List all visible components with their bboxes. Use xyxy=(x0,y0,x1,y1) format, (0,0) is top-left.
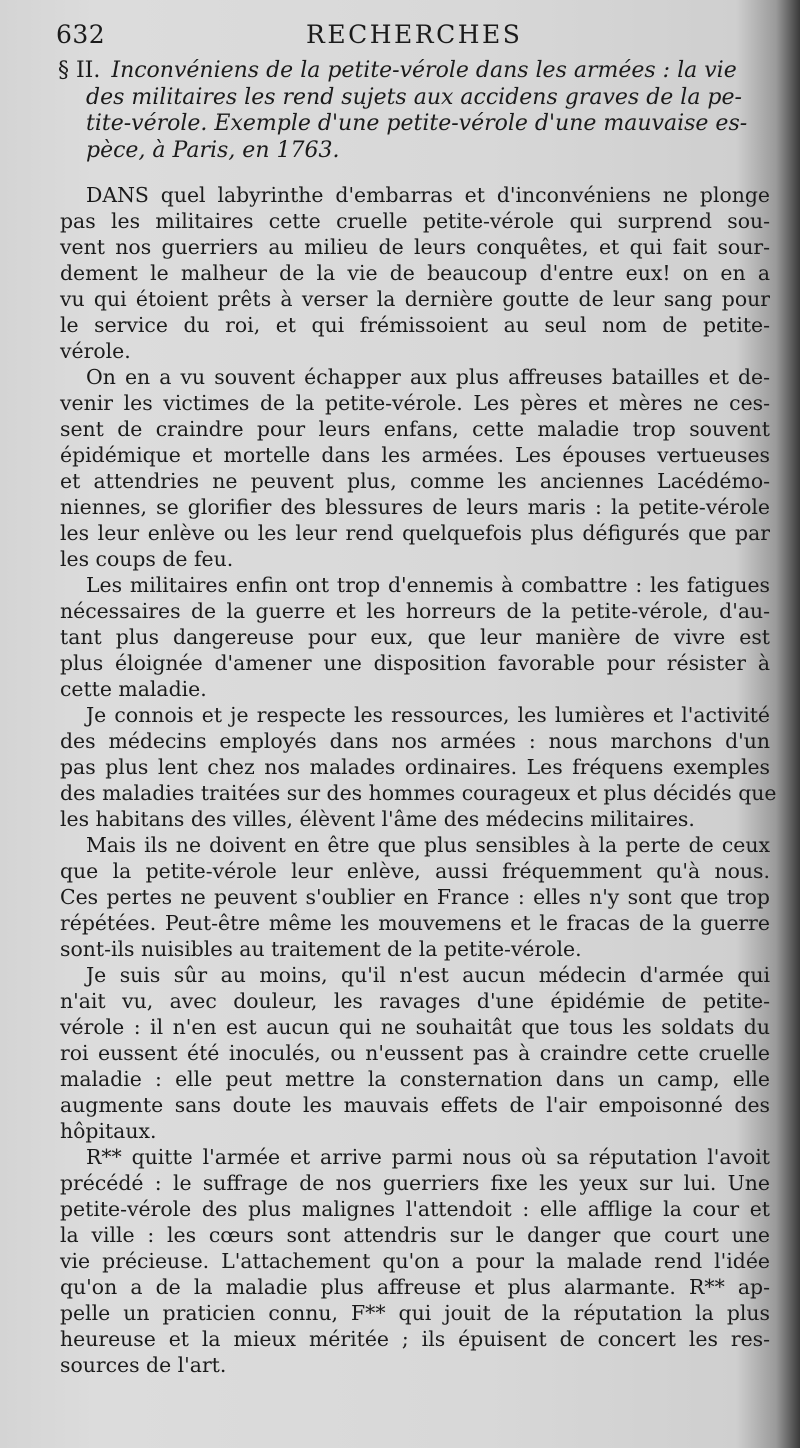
text-line: sent de craindre pour leurs enfans, cette maladie trop souvent xyxy=(60,417,770,441)
running-title: RECHERCHES xyxy=(306,20,523,49)
page-number: 632 xyxy=(56,20,106,49)
text-line: plus éloignée d'amener une disposition favorable pour résister à xyxy=(60,651,770,675)
paragraph xyxy=(60,832,770,962)
text-line: hôpitaux. xyxy=(60,1119,157,1143)
text-line: R** quitte l'armée et arrive parmi nous où sa réputation l'avoit xyxy=(86,1145,770,1169)
text-line: maladie : elle peut mettre la consternation dans un camp, elle xyxy=(60,1067,770,1091)
text-line: Je connois et je respecte les ressources, les lumières et l'activité xyxy=(86,703,770,727)
text-line: pas les militaires cette cruelle petite-vérole qui surprend sou- xyxy=(60,209,770,233)
paragraph xyxy=(60,364,770,572)
text-line: épidémique et mortelle dans les armées. Les épouses vertueuses xyxy=(60,443,770,467)
text-line: On en a vu souvent échapper aux plus affreuses batailles et de- xyxy=(86,365,770,389)
text-line: Mais ils ne doivent en être que plus sensibles à la perte de ceux xyxy=(86,833,770,857)
text-line: roi eussent été inoculés, ou n'eussent pas à craindre cette cruelle xyxy=(60,1041,770,1065)
section-mark: § II. xyxy=(58,58,101,83)
section-heading-line: pèce, à Paris, en 1763. xyxy=(86,137,340,163)
text-line: nécessaires de la guerre et les horreurs de la petite-vérole, d'au- xyxy=(60,599,770,623)
text-line: petite-vérole des plus malignes l'attendoit : elle afflige la cour et xyxy=(60,1197,770,1221)
section-heading-line: § II. Inconvéniens de la petite-vérole dans les armées : la vie xyxy=(58,58,737,83)
text-line: cette maladie. xyxy=(60,677,207,701)
body-text xyxy=(60,182,777,1378)
text-line: répétées. Peut-être même les mouvemens et le fracas de la guerre xyxy=(60,911,770,935)
text-line: Les militaires enfin ont trop d'ennemis à combattre : les fatigues xyxy=(86,573,770,597)
paragraph xyxy=(60,962,770,1144)
section-heading-line: des militaires les rend sujets aux accidens graves de la pe- xyxy=(86,84,742,110)
text-line: dement le malheur de la vie de beaucoup d'entre eux! on en a xyxy=(60,261,770,285)
paragraph xyxy=(60,572,770,702)
text-line: le service du roi, et qui frémissoient au seul nom de petite- xyxy=(60,313,770,337)
text-line: Ces pertes ne peuvent s'oublier en France : elles n'y sont que trop xyxy=(60,885,770,909)
text-line: qu'on a de la maladie plus affreuse et plus alarmante. R** ap- xyxy=(60,1275,770,1299)
running-head xyxy=(56,18,756,52)
text-line: pelle un praticien connu, F** qui jouit de la réputation la plus xyxy=(60,1301,770,1325)
text-line: venir les victimes de la petite-vérole. Les pères et mères ne ces- xyxy=(60,391,770,415)
text-line: niennes, se glorifier des blessures de leurs maris : la petite-vérole xyxy=(60,495,770,519)
text-line: sont-ils nuisibles au traitement de la petite-vérole. xyxy=(60,937,582,961)
paragraph xyxy=(60,702,777,832)
paragraph xyxy=(60,1144,770,1378)
text-line: vérole. xyxy=(60,339,131,363)
text-line: Je suis sûr au moins, qu'il n'est aucun médecin d'armée qui xyxy=(86,963,770,987)
text-line: vent nos guerriers au milieu de leurs conquêtes, et qui fait sour- xyxy=(60,235,770,259)
text-line: n'ait vu, avec douleur, les ravages d'une épidémie de petite- xyxy=(60,989,770,1013)
text-line: que la petite-vérole leur enlève, aussi fréquemment qu'à nous. xyxy=(60,859,770,883)
section-heading xyxy=(58,58,770,164)
text-line: augmente sans doute les mauvais effets de l'air empoisonné des xyxy=(60,1093,770,1117)
text-line: vérole : il n'en est aucun qui ne souhaitât que tous les soldats du xyxy=(60,1015,770,1039)
text-line: vu qui étoient prêts à verser la dernière goutte de leur sang pour xyxy=(60,287,770,311)
text-line: vie précieuse. L'attachement qu'on a pour la malade rend l'idée xyxy=(60,1249,770,1273)
text-line: et attendries ne peuvent plus, comme les anciennes Lacédémo- xyxy=(60,469,770,493)
text-line: les coups de feu. xyxy=(60,547,234,571)
text-line: les habitans des villes, élèvent l'âme des médecins militaires. xyxy=(60,807,695,831)
text-line: DANS quel labyrinthe d'embarras et d'inconvéniens ne plonge xyxy=(86,183,770,207)
text-line: des maladies traitées sur des hommes courageux et plus décidés que xyxy=(60,781,777,805)
text-line: les leur enlève ou les leur rend quelquefois plus défigurés que par xyxy=(60,521,770,545)
text-line: la ville : les cœurs sont attendris sur le danger que court une xyxy=(60,1223,770,1247)
text-line: précédé : le suffrage de nos guerriers fixe les yeux sur lui. Une xyxy=(60,1171,770,1195)
text-line: tant plus dangereuse pour eux, que leur manière de vivre est xyxy=(60,625,770,649)
text-line: des médecins employés dans nos armées : nous marchons d'un xyxy=(60,729,770,753)
section-heading-line: tite-vérole. Exemple d'une petite-vérole d'une mauvaise es- xyxy=(86,111,748,136)
text-line: pas plus lent chez nos malades ordinaires. Les fréquens exemples xyxy=(60,755,770,779)
paragraph xyxy=(60,182,770,364)
text-line: heureuse et la mieux méritée ; ils épuisent de concert les res- xyxy=(60,1327,770,1351)
text-line: sources de l'art. xyxy=(60,1353,227,1377)
